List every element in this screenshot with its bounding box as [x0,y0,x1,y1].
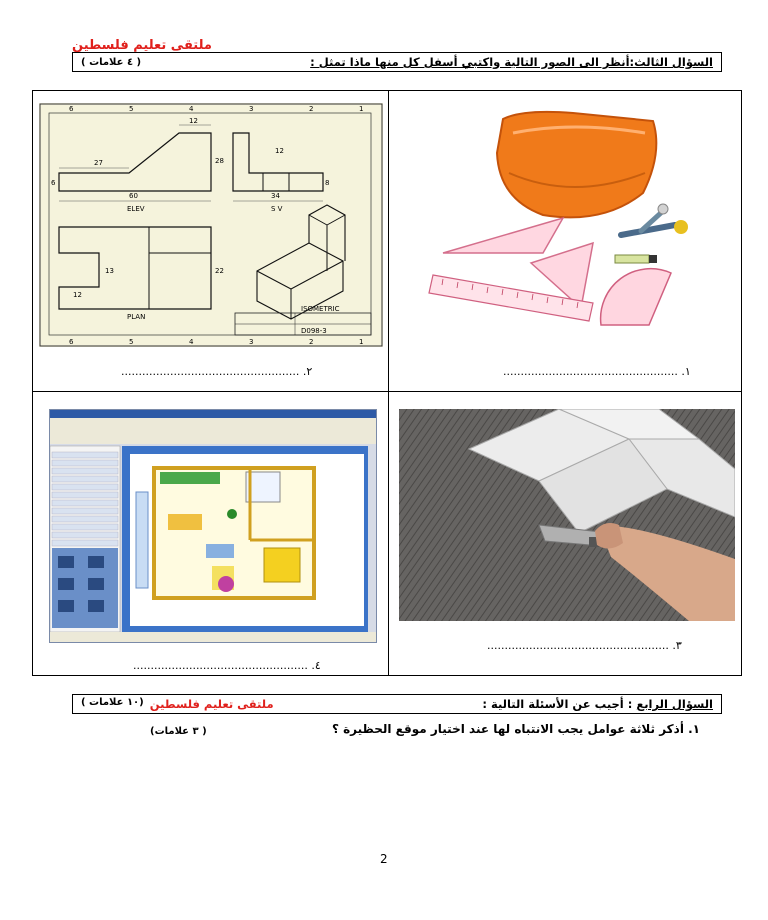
question-1-marks: (٣ علامات ) [150,726,207,737]
dim-label: 12 [189,117,198,125]
question4-title-rest: : أجيب عن الأسئلة التالية : [482,697,637,711]
view-label-elev: ELEV [127,205,145,213]
ruler-label: 4 [189,105,194,113]
question3-title-prefix: السؤال الثالث: [629,55,713,69]
dim-label: 28 [215,157,224,165]
dim-label: 8 [325,179,330,187]
technical-drawing-image [39,103,383,347]
view-label-iso: ISOMETRIC [301,305,340,313]
tile-installation-image [399,409,735,621]
question4-title-prefix: السؤال الرابع [636,697,713,711]
ruler-label: 2 [309,105,314,113]
page-number: 2 [380,852,388,866]
dim-label: 12 [275,147,284,155]
ruler-label: 4 [189,338,194,346]
ruler-label: 5 [129,105,134,113]
ruler-label: 3 [249,105,254,113]
question3-title-rest: أنظر الى الصور التالية واكتبي أسفل كل منها ماذا تمثل : [310,55,630,69]
caption-image-4: .................................................. .٤ [133,659,321,672]
dim-label: 6 [51,179,56,187]
question4-header [72,694,722,714]
drawing-tools-image [413,103,713,343]
watermark-text: ملتقى تعليم فلسطين [72,38,212,53]
caption-image-1: .................................................. .١ [503,365,691,378]
ruler-label: 6 [69,338,74,346]
ruler-label: 6 [69,105,74,113]
dim-label: 12 [73,291,82,299]
question3-marks: ( ٤ علامات ) [81,56,142,68]
image-grid [32,90,742,676]
ruler-label: 1 [359,338,364,346]
ruler-label: 3 [249,338,254,346]
dim-label: 34 [271,192,280,200]
view-label-sv: S V [271,205,283,213]
question4-brand: ملتقى تعليم فلسطين [149,697,274,711]
dim-label: 60 [129,192,138,200]
view-label-plan: PLAN [127,313,146,321]
question3-title [310,55,713,69]
floorplan-software-image [49,409,377,643]
caption-image-3: .................................................... .٣ [487,639,682,652]
question4-marks: (١٠ علامات ) [81,697,144,708]
ruler-label: 2 [309,338,314,346]
dim-label: 27 [94,159,103,167]
question4-title [482,697,713,711]
question4-marks-group [81,697,274,711]
ruler-label: 5 [129,338,134,346]
ruler-label: 1 [359,105,364,113]
dim-label: 22 [215,267,224,275]
caption-image-2: ................................................... .٢ [121,365,313,378]
question-1-text: ١. أذكر ثلاثة عوامل يجب الانتباه لها عند اختيار موقع الحظيرة ؟ [331,722,700,736]
dim-label: 13 [105,267,114,275]
question3-header [72,52,722,72]
title-block-number: D098-3 [301,327,327,335]
